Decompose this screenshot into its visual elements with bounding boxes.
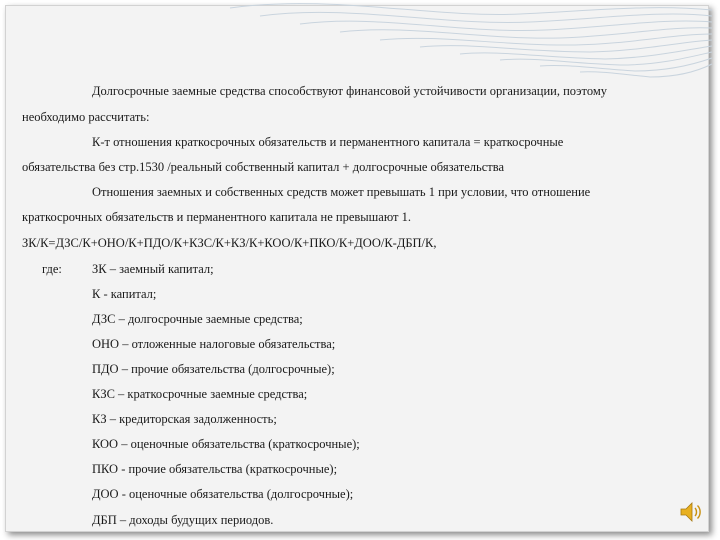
intro-line-1: Долгосрочные заемные средства способствуют финансовой устойчивости организации, поэтому: [92, 84, 608, 98]
legend-item: ДОО - оценочные обязательства (долгосрочные);: [92, 487, 354, 501]
speaker-icon[interactable]: [678, 500, 704, 524]
legend-item: ДЗС – долгосрочные заемные средства;: [92, 312, 303, 326]
condition-line-2: краткосрочных обязательств и перманентного капитала не превышают 1.: [22, 210, 411, 224]
where-label: где:: [42, 262, 62, 276]
legend-item: КЗ – кредиторская задолженность;: [92, 412, 277, 426]
ratio-def-line-2: обязательства без стр.1530 /реальный собственный капитал + долгосрочные обязательства: [22, 160, 505, 174]
legend-item: ПДО – прочие обязательства (долгосрочные);: [92, 362, 335, 376]
legend-item: ЗК – заемный капитал;: [92, 262, 214, 276]
legend-item: ОНО – отложенные налоговые обязательства;: [92, 337, 336, 351]
legend-item: КОО – оценочные обязательства (краткосрочные);: [92, 437, 360, 451]
condition-line-1: Отношения заемных и собственных средств может превышать 1 при условии, что отношение: [92, 185, 591, 199]
formula: ЗК/К=ДЗС/К+ОНО/К+ПДО/К+КЗС/К+КЗ/К+КОО/К+ПКО/К+ДОО/К-ДБП/К,: [22, 236, 437, 250]
ratio-def-line-1: К-т отношения краткосрочных обязательств и перманентного капитала = краткосрочные: [92, 135, 564, 149]
legend-item: КЗС – краткосрочные заемные средства;: [92, 387, 308, 401]
legend-item: ДБП – доходы будущих периодов.: [92, 513, 274, 527]
intro-line-2: необходимо рассчитать:: [22, 110, 150, 124]
legend-item: ПКО - прочие обязательства (краткосрочные);: [92, 462, 338, 476]
decorative-swirl: [0, 0, 720, 120]
legend-item: К - капитал;: [92, 287, 157, 301]
